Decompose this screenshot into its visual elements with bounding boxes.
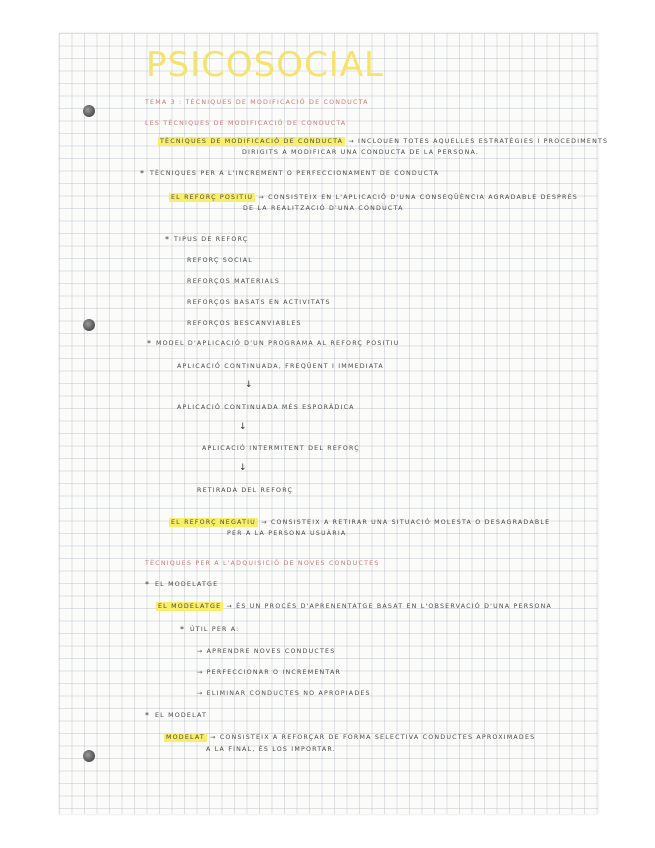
flow-arrow-icon: ↓ (239, 463, 247, 473)
positive-reinforcement-text: → CONSISTEIX EN L'APLICACIÓ D'UNA CONSEQÜÈNCIA AGRADABLE DESPRÉS (258, 194, 578, 201)
punch-hole-top (83, 105, 95, 117)
definition-text-continued: DIRIGITS A MODIFICAR UNA CONDUCTA DE LA PERSONA. (242, 149, 480, 156)
section-heading-techniques: LES TÈCNIQUES DE MODIFICACIÓ DE CONDUCTA (145, 120, 347, 127)
star-bullet: * (147, 339, 151, 348)
modelatge-term: EL MODELATGE (158, 603, 222, 610)
modelat-text-continued: A LA FINAL, ÉS LOS IMPORTAR. (206, 746, 336, 753)
modelat-row (164, 733, 535, 742)
negative-reinforcement-row (169, 518, 550, 527)
modelat-text: → CONSISTEIX A REFORÇAR DE FORMA SELECTIVA CONDUCTES APROXIMADES (210, 734, 536, 741)
list-item: REFORÇOS BESCANVIABLES (187, 320, 302, 327)
list-item: → PERFECCIONAR O INCREMENTAR (197, 669, 342, 676)
heading-useful-for: ÚTIL PER A: (190, 626, 240, 633)
star-bullet: * (165, 235, 169, 244)
list-item: → APRENDRE NOVES CONDUCTES (197, 648, 336, 655)
modelatge-row (156, 602, 552, 611)
heading-modelatge: EL MODELATGE (155, 581, 219, 588)
star-bullet: * (145, 711, 149, 720)
star-bullet: * (180, 625, 184, 634)
heading-increment-techniques: TÈCNIQUES PER A L'INCREMENT O PERFECCIONAMENT DE CONDUCTA (150, 170, 440, 177)
heading-application-model: MODEL D'APLICACIÓ D'UN PROGRAMA AL REFORÇ POSITIU (156, 340, 400, 347)
modelatge-text: → ÉS UN PROCÉS D'APRENENTATGE BASAT EN L'OBSERVACIÓ D'UNA PERSONA (226, 603, 553, 610)
flow-arrow-icon: ↓ (239, 422, 247, 432)
negative-reinforcement-term: EL REFORÇ NEGATIU (171, 519, 256, 526)
punch-hole-middle (83, 319, 95, 331)
positive-reinforcement-text-continued: DE LA REALITZACIÓ D'UNA CONDUCTA (243, 205, 404, 212)
negative-reinforcement-text-continued: PER A LA PERSONA USUÀRIA (227, 530, 347, 537)
notebook-page (59, 33, 609, 814)
positive-reinforcement-row (169, 193, 578, 202)
definition-term: TÈCNIQUES DE MODIFICACIÓ DE CONDUCTA (160, 138, 344, 145)
flow-step-1: APLICACIÓ CONTINUADA, FREQÜENT I IMMEDIATA (177, 363, 384, 370)
heading-reinforcement-types: TIPUS DE REFORÇ (174, 236, 249, 243)
star-bullet: * (145, 580, 149, 589)
flow-step-2: APLICACIÓ CONTINUADA MÉS ESPORÀDICA (177, 404, 355, 411)
negative-reinforcement-text: → CONSISTEIX A RETIRAR UNA SITUACIÓ MOLESTA O DESAGRADABLE (261, 519, 551, 526)
definition-row (158, 137, 608, 146)
modelat-term: MODELAT (166, 734, 205, 741)
flow-step-4: RETIRADA DEL REFORÇ (197, 487, 294, 494)
page-title: PSICOSOCIAL (146, 45, 384, 85)
definition-text: → INCLOUEN TOTES AQUELLES ESTRATÈGIES I PROCEDIMENTS (348, 138, 609, 145)
chapter-heading: TEMA 3 : TÈCNIQUES DE MODIFICACIÓ DE CONDUCTA (145, 99, 369, 106)
punch-hole-bottom (83, 750, 95, 762)
heading-modelat: EL MODELAT (155, 712, 208, 719)
list-item: → ELIMINAR CONDUCTES NO APROPIADES (197, 690, 371, 697)
star-bullet: * (140, 169, 144, 178)
list-item: REFORÇOS MATERIALS (187, 278, 281, 285)
flow-step-3: APLICACIÓ INTERMITENT DEL REFORÇ (202, 445, 360, 452)
list-item: REFORÇOS BASATS EN ACTIVITATS (187, 299, 331, 306)
section-heading-acquisition: TÈCNIQUES PER A L'ADQUISICIÓ DE NOVES CONDUCTES (145, 560, 380, 567)
list-item: REFORÇ SOCIAL (187, 257, 254, 264)
positive-reinforcement-term: EL REFORÇ POSITIU (171, 194, 254, 201)
flow-arrow-icon: ↓ (245, 380, 253, 390)
